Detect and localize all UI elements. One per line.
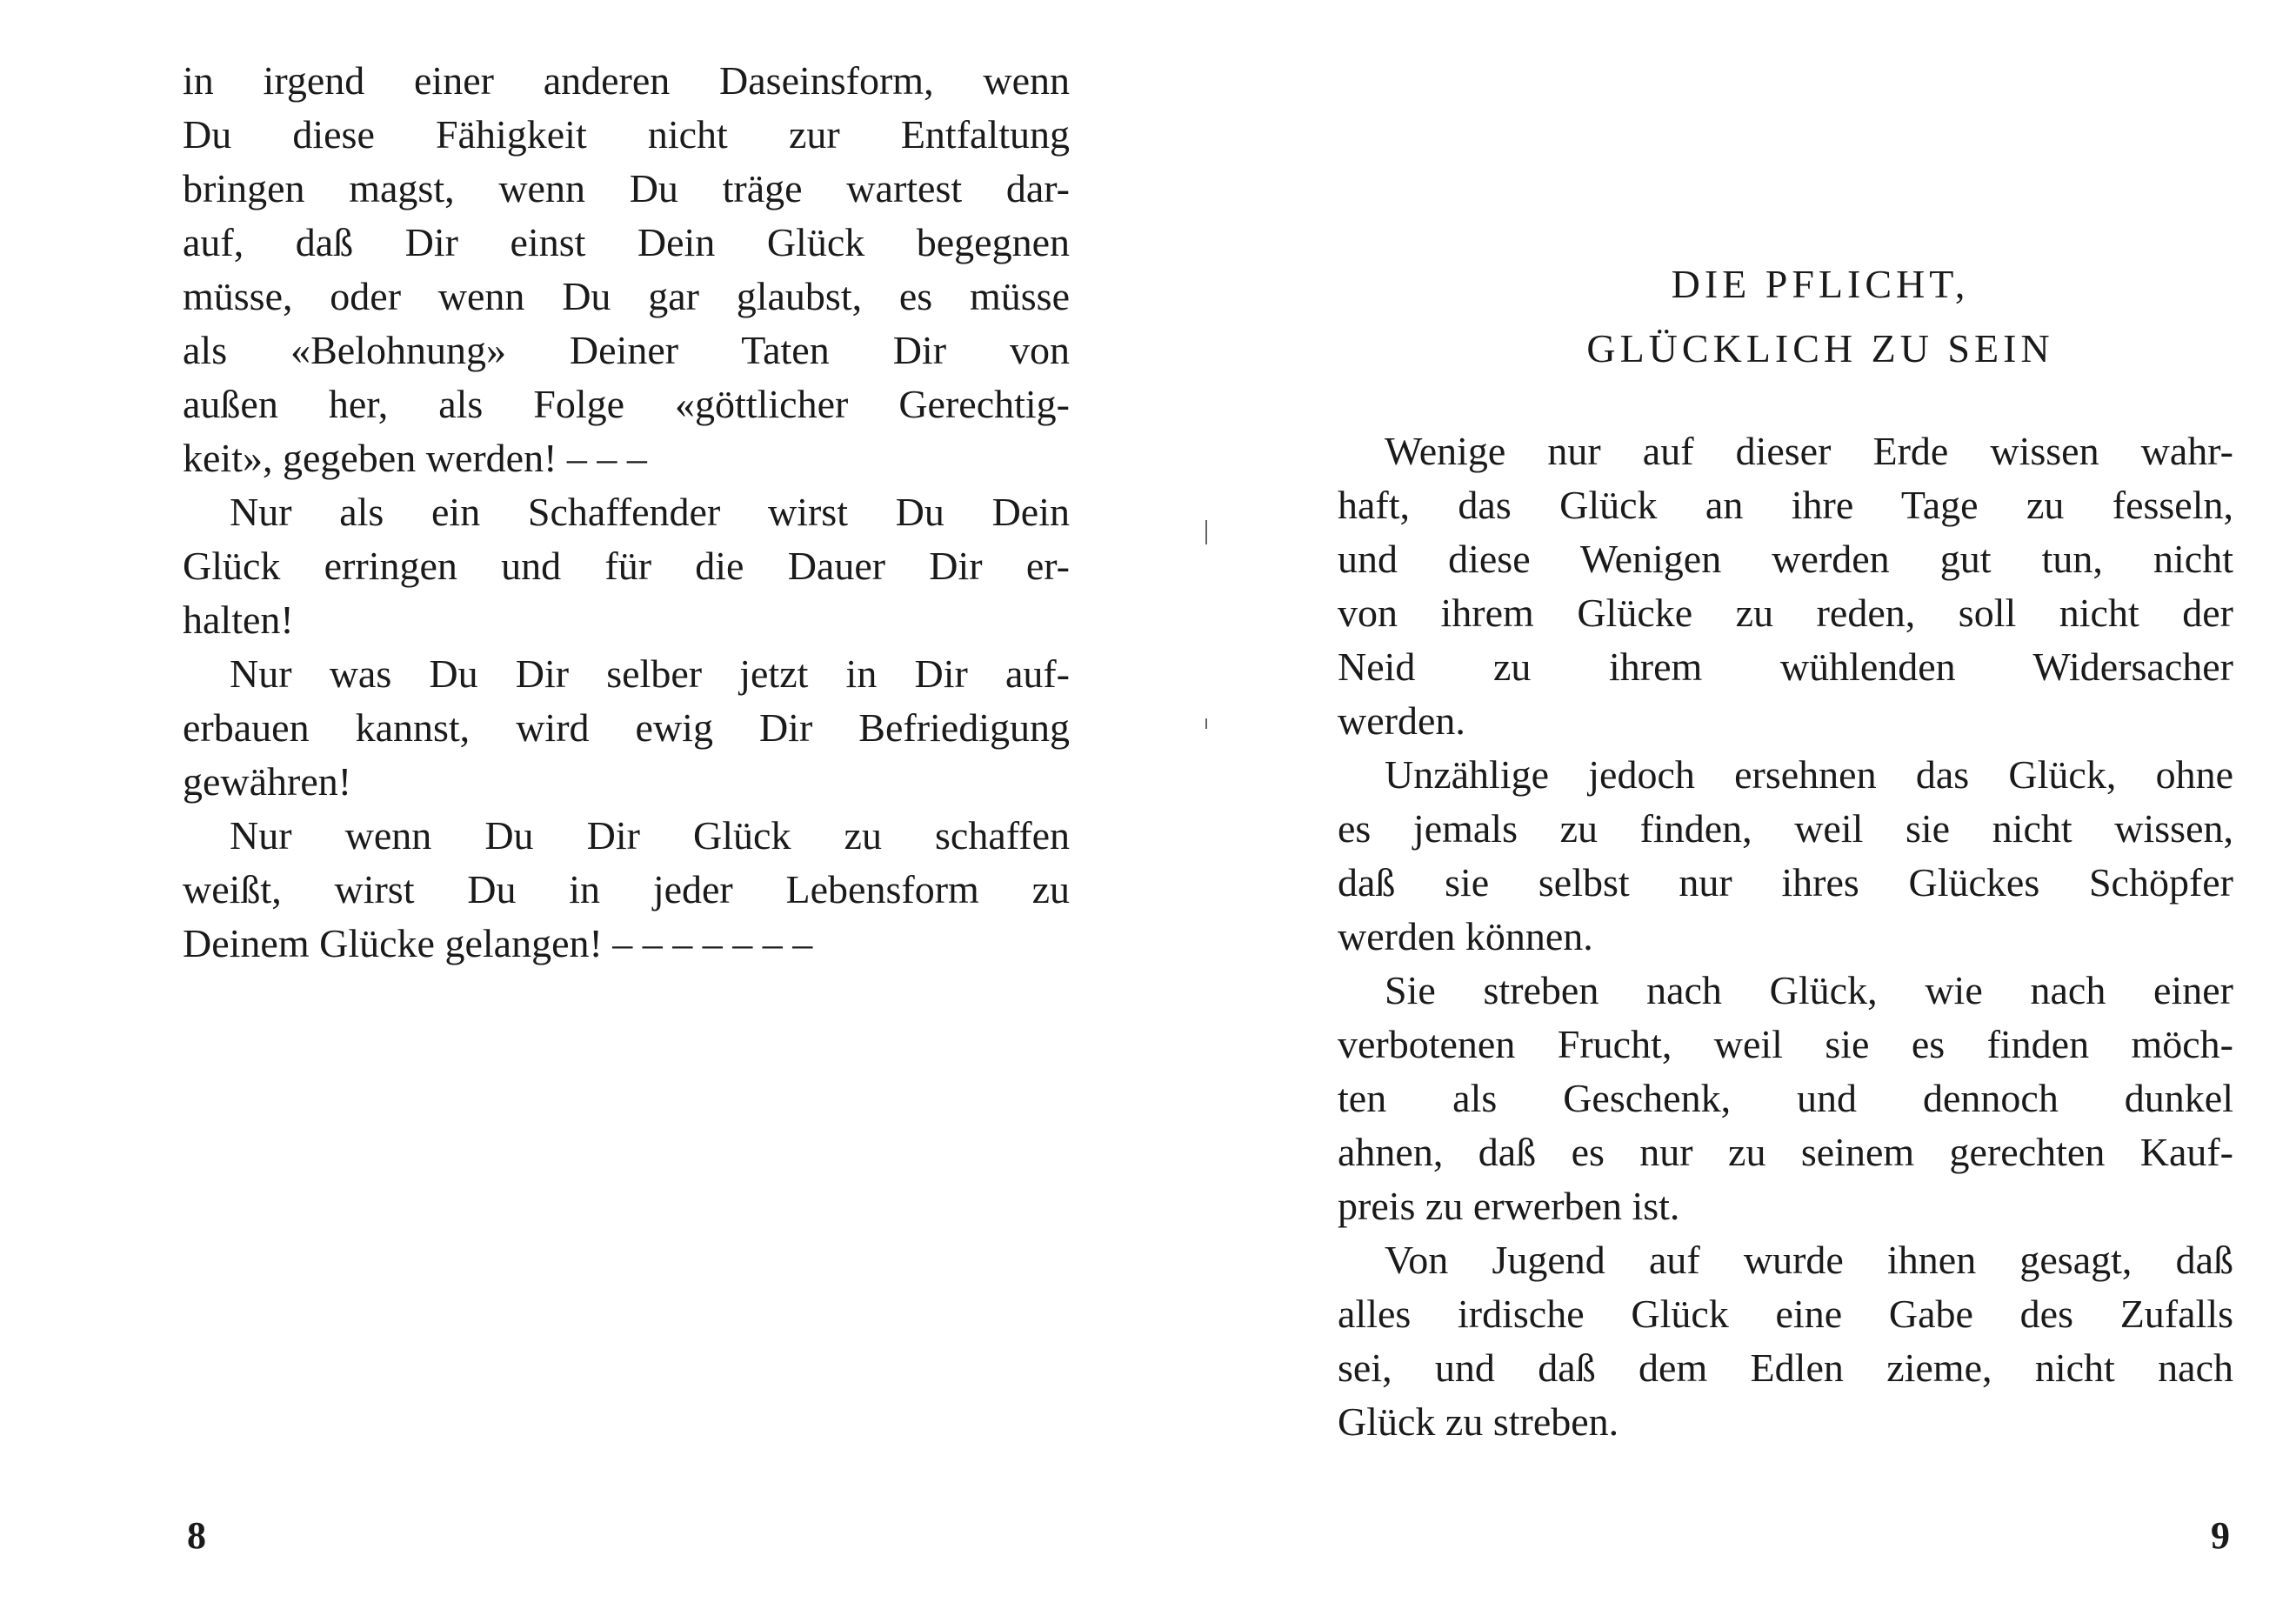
- text-line: Glück zu streben.: [1338, 1399, 1619, 1444]
- text-line: müsse, oder wenn Du gar glaubst, es müsse: [183, 274, 1070, 318]
- text-line: Du diese Fähigkeit nicht zur Entfaltung: [183, 112, 1070, 157]
- text-line: in irgend einer anderen Daseinsform, wenn: [183, 58, 1070, 103]
- text-line: ten als Geschenk, und dennoch dunkel: [1338, 1076, 2233, 1120]
- text-line: halten!: [183, 598, 294, 642]
- text-line: Nur was Du Dir selber jetzt in Dir auf-: [230, 651, 1070, 696]
- text-line: Sie streben nach Glück, wie nach einer: [1385, 968, 2233, 1012]
- text-line: haft, das Glück an ihre Tage zu fesseln,: [1338, 483, 2233, 527]
- text-line: Neid zu ihrem wühlenden Widersacher: [1338, 644, 2233, 689]
- text-line: von ihrem Glücke zu reden, soll nicht der: [1338, 591, 2233, 635]
- text-line: Wenige nur auf dieser Erde wissen wahr-: [1385, 429, 2233, 473]
- text-line: werden.: [1338, 698, 1465, 743]
- text-line: Von Jugend auf wurde ihnen gesagt, daß: [1385, 1238, 2233, 1282]
- page-number-left: 8: [187, 1514, 206, 1557]
- text-line: außen her, als Folge «göttlicher Gerechtig-: [183, 382, 1070, 426]
- text-line: ahnen, daß es nur zu seinem gerechten Kauf-: [1338, 1130, 2233, 1174]
- text-line: Deinem Glücke gelangen! – – – – – – –: [183, 921, 813, 965]
- text-line: bringen magst, wenn Du träge wartest dar-: [183, 166, 1070, 210]
- text-line: Unzählige jedoch ersehnen das Glück, ohne: [1385, 752, 2233, 797]
- text-line: gewähren!: [183, 759, 352, 804]
- text-line: weißt, wirst Du in jeder Lebensform zu: [183, 867, 1070, 911]
- text-line: Glück erringen und für die Dauer Dir er-: [183, 544, 1070, 588]
- text-line: verbotenen Frucht, weil sie es finden möch-: [1338, 1022, 2233, 1066]
- text-line: daß sie selbst nur ihres Glückes Schöpfer: [1338, 860, 2233, 905]
- left-page-text: [183, 54, 1070, 971]
- text-line: als «Belohnung» Deiner Taten Dir von: [183, 328, 1070, 372]
- text-line: und diese Wenigen werden gut tun, nicht: [1338, 537, 2233, 581]
- right-page: [1148, 0, 2296, 1609]
- page-number-right: 9: [2211, 1514, 2230, 1557]
- text-line: keit», gegeben werden! – – –: [183, 436, 647, 480]
- text-line: Nur wenn Du Dir Glück zu schaffen: [230, 813, 1070, 858]
- text-line: preis zu erwerben ist.: [1338, 1184, 1680, 1228]
- text-line: auf, daß Dir einst Dein Glück begegnen: [183, 220, 1070, 264]
- text-line: erbauen kannst, wird ewig Dir Befriedigung: [183, 705, 1070, 750]
- chapter-title-line-1: DIE PFLICHT,: [1671, 262, 1970, 306]
- text-line: es jemals zu finden, weil sie nicht wissen,: [1338, 806, 2233, 851]
- right-page-text: [1338, 424, 2233, 1449]
- text-line: werden können.: [1338, 914, 1593, 958]
- text-line: alles irdische Glück eine Gabe des Zufalls: [1338, 1292, 2233, 1336]
- text-line: Nur als ein Schaffender wirst Du Dein: [230, 490, 1070, 534]
- chapter-title-line-2: GLÜCKLICH ZU SEIN: [1586, 326, 2054, 371]
- chapter-title: [1372, 252, 2268, 381]
- text-line: sei, und daß dem Edlen zieme, nicht nach: [1338, 1345, 2233, 1390]
